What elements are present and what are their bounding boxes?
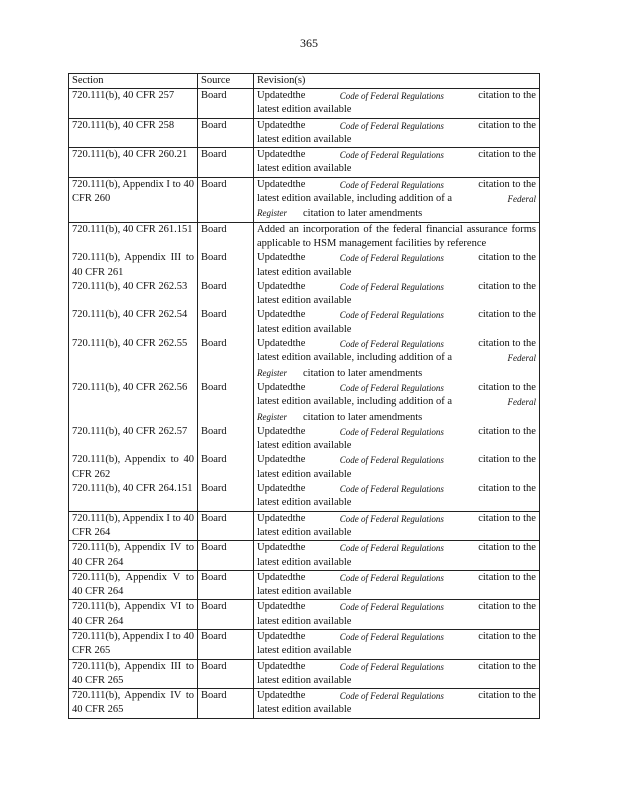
revision-latest-text: latest edition available, including addition of a xyxy=(257,396,453,408)
revision-citation-text: citation to the xyxy=(478,512,536,524)
revision-citation-text: citation to the xyxy=(478,381,536,393)
revision-updated-text: Updatedthe xyxy=(257,454,306,466)
cfr-title: Code of Federal Regulations xyxy=(339,91,444,101)
revision-line xyxy=(257,600,536,614)
cfr-title: Code of Federal Regulations xyxy=(339,339,444,350)
revision-updated-text: Updatedthe xyxy=(257,381,306,393)
revision-line xyxy=(257,119,536,133)
section-cell: 720.111(b), Appendix to 40 CFR 262 xyxy=(69,453,198,482)
revision-updated-text: Updatedthe xyxy=(257,280,306,292)
revision-latest-text: latest edition available xyxy=(257,323,352,335)
section-cell: 720.111(b), 40 CFR 262.54 xyxy=(69,308,198,337)
source-cell: Board xyxy=(198,381,254,425)
register-term: Register xyxy=(257,208,287,219)
source-cell: Board xyxy=(198,541,254,571)
revision-line xyxy=(257,615,536,629)
source-cell: Board xyxy=(198,453,254,482)
revision-latest-text: latest edition available xyxy=(257,266,352,278)
table-row xyxy=(69,251,540,280)
register-term: Register xyxy=(257,367,287,378)
revision-line xyxy=(257,482,536,496)
revision-updated-text: Updatedthe xyxy=(257,90,306,101)
revision-latest-text: latest edition available xyxy=(257,468,352,480)
source-cell: Board xyxy=(198,280,254,309)
revision-updated-text: Updatedthe xyxy=(257,149,306,161)
revision-updated-text: Updatedthe xyxy=(257,630,306,642)
cfr-title: Code of Federal Regulations xyxy=(339,631,444,642)
revision-line xyxy=(257,178,536,192)
revision-updated-text: Updatedthe xyxy=(257,119,306,131)
revision-citation-text: citation to the xyxy=(478,119,536,131)
source-cell: Board xyxy=(198,482,254,511)
revision-latest-text: latest edition available xyxy=(257,440,352,452)
revision-updated-text: Updatedthe xyxy=(257,690,306,702)
revision-line xyxy=(257,192,536,206)
revision-updated-text: Updatedthe xyxy=(257,571,306,583)
revision-updated-text: Updatedthe xyxy=(257,542,306,554)
section-cell: 720.111(b), Appendix VI to 40 CFR 264 xyxy=(69,600,198,630)
revision-citation-text: citation to the xyxy=(478,425,536,437)
revision-citation-text: citation to the xyxy=(478,309,536,321)
revision-line xyxy=(257,351,536,365)
revision-cell xyxy=(254,453,540,482)
revision-line xyxy=(257,294,536,308)
revision-updated-text: Updatedthe xyxy=(257,425,306,437)
source-cell: Board xyxy=(198,600,254,630)
cfr-title: Code of Federal Regulations xyxy=(339,543,444,554)
revision-latest-text: latest edition available xyxy=(257,645,352,657)
section-cell: 720.111(b), 40 CFR 262.53 xyxy=(69,280,198,309)
revision-citation-text: citation to the xyxy=(478,252,536,264)
revision-line xyxy=(257,425,536,439)
revision-line xyxy=(257,103,536,117)
revision-cell xyxy=(254,570,540,600)
revision-line xyxy=(257,556,536,570)
register-tail-text: citation to later amendments xyxy=(303,367,423,379)
revision-latest-text: latest edition available xyxy=(257,526,352,538)
table-row xyxy=(69,570,540,600)
revision-line xyxy=(257,148,536,162)
table-row xyxy=(69,118,540,148)
revision-cell xyxy=(254,280,540,309)
cfr-title: Code of Federal Regulations xyxy=(339,179,444,190)
header-section: Section xyxy=(69,74,198,89)
table-row xyxy=(69,629,540,659)
revision-latest-text: latest edition available xyxy=(257,615,352,627)
table-row xyxy=(69,89,540,119)
source-cell: Board xyxy=(198,425,254,454)
revision-cell xyxy=(254,308,540,337)
revision-line xyxy=(257,703,536,717)
table-body xyxy=(69,89,540,719)
cfr-title: Code of Federal Regulations xyxy=(339,253,444,264)
cfr-title: Code of Federal Regulations xyxy=(339,310,444,321)
source-cell: Board xyxy=(198,511,254,541)
section-cell: 720.111(b), Appendix IV to 40 CFR 265 xyxy=(69,689,198,719)
revision-citation-text: citation to the xyxy=(478,90,536,101)
register-tail-text: citation to later amendments xyxy=(303,208,423,220)
revision-cell xyxy=(254,425,540,454)
header-source: Source xyxy=(198,74,254,89)
cfr-title: Code of Federal Regulations xyxy=(339,513,444,524)
section-cell: 720.111(b), 40 CFR 258 xyxy=(69,118,198,148)
revision-line xyxy=(257,323,536,337)
revision-latest-text: latest edition available xyxy=(257,497,352,509)
revision-line xyxy=(257,251,536,265)
source-cell: Board xyxy=(198,148,254,178)
section-cell: 720.111(b), Appendix III to 40 CFR 261 xyxy=(69,251,198,280)
revision-line xyxy=(257,660,536,674)
revision-latest-text: latest edition available, including addition of a xyxy=(257,193,453,205)
revision-citation-text: citation to the xyxy=(478,660,536,672)
revision-updated-text: Updatedthe xyxy=(257,178,306,190)
table-row xyxy=(69,222,540,251)
revision-line xyxy=(257,453,536,467)
revision-cell xyxy=(254,148,540,178)
federal-term: Federal xyxy=(507,353,536,364)
table-row xyxy=(69,177,540,222)
revision-line xyxy=(257,541,536,555)
cfr-title: Code of Federal Regulations xyxy=(339,382,444,393)
revision-cell xyxy=(254,251,540,280)
source-cell: Board xyxy=(198,251,254,280)
revision-updated-text: Updatedthe xyxy=(257,512,306,524)
section-cell: 720.111(b), Appendix IV to 40 CFR 264 xyxy=(69,541,198,571)
table-row xyxy=(69,482,540,511)
page-number: 365 xyxy=(300,36,318,50)
revision-line xyxy=(257,571,536,585)
revision-line xyxy=(257,468,536,482)
revision-cell xyxy=(254,659,540,689)
section-cell: 720.111(b), Appendix I to 40 CFR 265 xyxy=(69,629,198,659)
revision-text: Added an incorporation of the federal financial assurance forms applicable to HSM management facilities by reference xyxy=(257,223,536,249)
source-cell: Board xyxy=(198,222,254,251)
revision-citation-text: citation to the xyxy=(478,630,536,642)
section-cell: 720.111(b), Appendix V to 40 CFR 264 xyxy=(69,570,198,600)
cfr-title: Code of Federal Regulations xyxy=(339,661,444,672)
revision-updated-text: Updatedthe xyxy=(257,309,306,321)
revision-citation-text: citation to the xyxy=(478,483,536,495)
revision-citation-text: citation to the xyxy=(478,280,536,292)
cfr-title: Code of Federal Regulations xyxy=(339,484,444,495)
table-row xyxy=(69,148,540,178)
revision-line xyxy=(257,266,536,280)
revision-citation-text: citation to the xyxy=(478,454,536,466)
revision-line xyxy=(257,496,536,510)
revision-cell xyxy=(254,118,540,148)
revision-latest-text: latest edition available xyxy=(257,674,352,686)
table-row xyxy=(69,659,540,689)
section-cell: 720.111(b), 40 CFR 264.151 xyxy=(69,482,198,511)
source-cell: Board xyxy=(198,570,254,600)
revision-line xyxy=(257,526,536,540)
source-cell: Board xyxy=(198,118,254,148)
source-cell: Board xyxy=(198,89,254,119)
revision-line xyxy=(257,512,536,526)
revision-latest-text: latest edition available xyxy=(257,704,352,716)
revision-cell xyxy=(254,177,540,222)
table-row xyxy=(69,308,540,337)
source-cell: Board xyxy=(198,629,254,659)
revision-citation-text: citation to the xyxy=(478,601,536,613)
revision-line xyxy=(257,162,536,176)
cfr-title: Code of Federal Regulations xyxy=(339,455,444,466)
source-cell: Board xyxy=(198,659,254,689)
source-cell: Board xyxy=(198,177,254,222)
table-row xyxy=(69,425,540,454)
revision-latest-text: latest edition available xyxy=(257,295,352,307)
revision-citation-text: citation to the xyxy=(478,178,536,190)
revision-cell xyxy=(254,689,540,719)
register-term: Register xyxy=(257,411,287,422)
revisions-table xyxy=(68,73,540,719)
revision-cell xyxy=(254,511,540,541)
cfr-title: Code of Federal Regulations xyxy=(339,281,444,292)
revision-line xyxy=(257,206,536,221)
table-row xyxy=(69,600,540,630)
revision-cell xyxy=(254,89,540,119)
header-revision: Revision(s) xyxy=(254,74,540,89)
revision-line xyxy=(257,630,536,644)
section-cell: 720.111(b), Appendix I to 40 CFR 264 xyxy=(69,511,198,541)
revision-line xyxy=(257,644,536,658)
revision-citation-text: citation to the xyxy=(478,571,536,583)
cfr-title: Code of Federal Regulations xyxy=(339,150,444,161)
revision-updated-text: Updatedthe xyxy=(257,338,306,350)
revision-cell xyxy=(254,222,540,251)
cfr-title: Code of Federal Regulations xyxy=(339,120,444,131)
table-row xyxy=(69,541,540,571)
cfr-title: Code of Federal Regulations xyxy=(339,572,444,583)
table-row xyxy=(69,381,540,425)
revision-line xyxy=(257,308,536,322)
revision-line xyxy=(257,689,536,703)
revision-updated-text: Updatedthe xyxy=(257,660,306,672)
revision-latest-text: latest edition available, including addition of a xyxy=(257,352,453,364)
federal-term: Federal xyxy=(507,397,536,408)
revision-line xyxy=(257,89,536,103)
section-cell: 720.111(b), 40 CFR 262.55 xyxy=(69,337,198,381)
source-cell: Board xyxy=(198,308,254,337)
revision-citation-text: citation to the xyxy=(478,149,536,161)
revision-cell xyxy=(254,600,540,630)
revision-line xyxy=(257,585,536,599)
revision-cell xyxy=(254,482,540,511)
revision-line xyxy=(257,439,536,453)
cfr-title: Code of Federal Regulations xyxy=(339,691,444,702)
revision-line xyxy=(257,395,536,409)
revision-line xyxy=(257,410,536,425)
revision-citation-text: citation to the xyxy=(478,542,536,554)
section-cell: 720.111(b), 40 CFR 261.151 xyxy=(69,222,198,251)
cfr-title: Code of Federal Regulations xyxy=(339,426,444,437)
revision-latest-text: latest edition available xyxy=(257,133,352,145)
revision-line xyxy=(257,133,536,147)
table-row xyxy=(69,337,540,381)
revision-line xyxy=(257,381,536,395)
section-cell: 720.111(b), Appendix I to 40 CFR 260 xyxy=(69,177,198,222)
revision-line xyxy=(257,280,536,294)
section-cell: 720.111(b), 40 CFR 257 xyxy=(69,89,198,119)
revision-updated-text: Updatedthe xyxy=(257,601,306,613)
revision-cell xyxy=(254,541,540,571)
table-row xyxy=(69,453,540,482)
source-cell: Board xyxy=(198,689,254,719)
revision-line xyxy=(257,674,536,688)
federal-term: Federal xyxy=(507,194,536,205)
source-cell: Board xyxy=(198,337,254,381)
revision-citation-text: citation to the xyxy=(478,338,536,350)
section-cell: 720.111(b), 40 CFR 260.21 xyxy=(69,148,198,178)
section-cell: 720.111(b), 40 CFR 262.57 xyxy=(69,425,198,454)
revision-latest-text: latest edition available xyxy=(257,586,352,598)
revision-latest-text: latest edition available xyxy=(257,556,352,568)
revision-latest-text: latest edition available xyxy=(257,163,352,175)
cfr-title: Code of Federal Regulations xyxy=(339,602,444,613)
revision-cell xyxy=(254,381,540,425)
section-cell: 720.111(b), 40 CFR 262.56 xyxy=(69,381,198,425)
revision-latest-text: latest edition available xyxy=(257,104,352,116)
section-cell: 720.111(b), Appendix III to 40 CFR 265 xyxy=(69,659,198,689)
register-tail-text: citation to later amendments xyxy=(303,411,423,423)
revision-cell xyxy=(254,337,540,381)
table-row xyxy=(69,511,540,541)
revision-line xyxy=(257,366,536,381)
revision-updated-text: Updatedthe xyxy=(257,252,306,264)
revision-line xyxy=(257,337,536,351)
table-row xyxy=(69,280,540,309)
revision-cell xyxy=(254,629,540,659)
revision-citation-text: citation to the xyxy=(478,690,536,702)
table-header-row xyxy=(69,74,540,89)
table-row xyxy=(69,689,540,719)
revision-updated-text: Updatedthe xyxy=(257,483,306,495)
